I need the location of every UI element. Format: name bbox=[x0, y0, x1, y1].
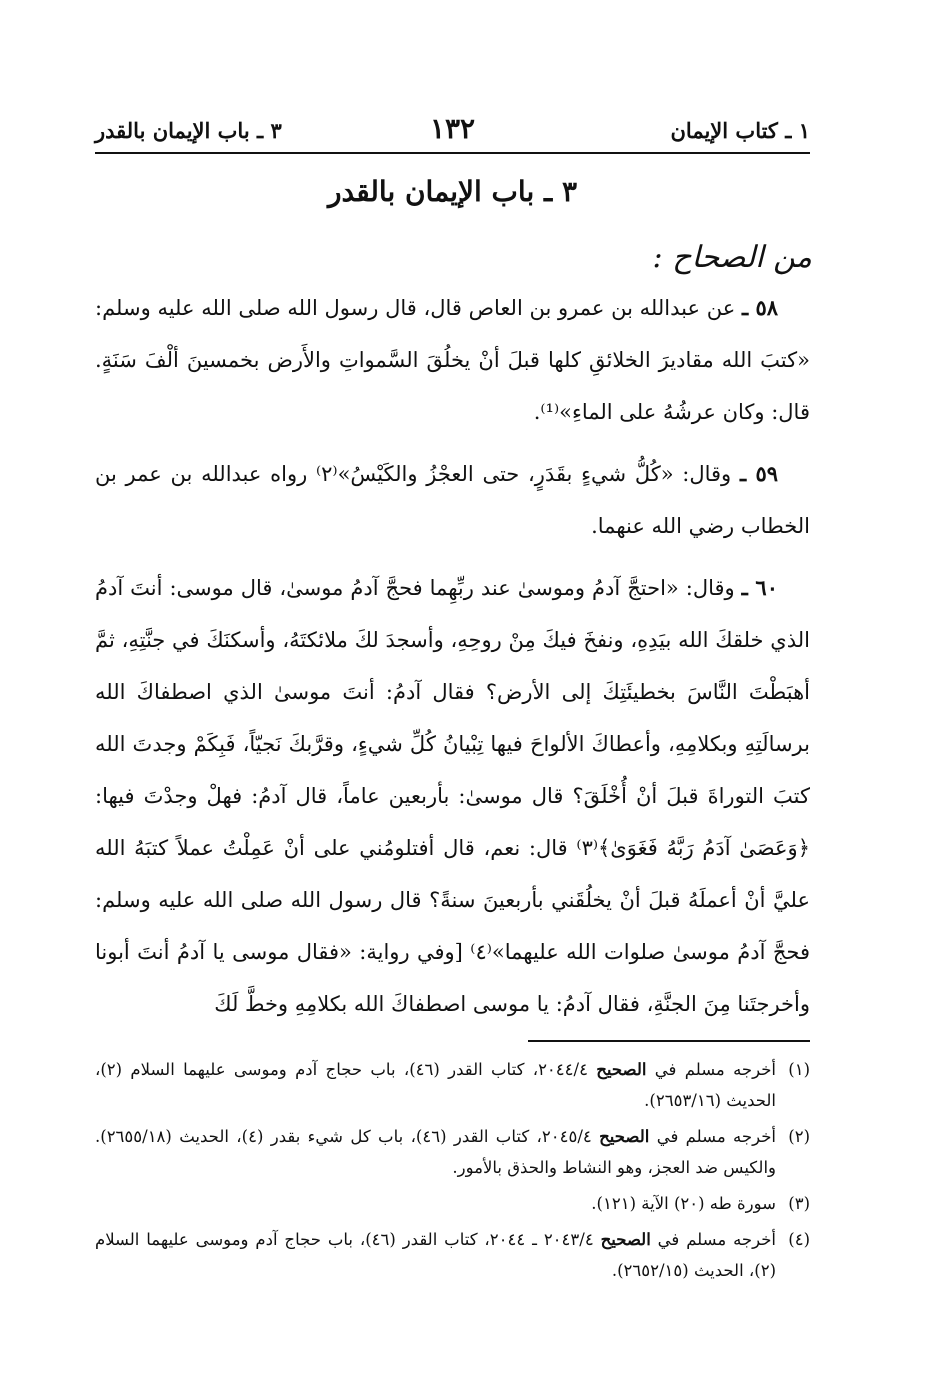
header-chapter-title: ٣ ـ باب الإيمان بالقدر bbox=[95, 118, 282, 143]
footnote bbox=[95, 1121, 810, 1183]
page-number: ١٣٢ bbox=[429, 112, 476, 145]
hadith-number: ٥٩ ـ bbox=[739, 461, 779, 486]
body-text bbox=[95, 282, 810, 1040]
header-rule bbox=[95, 152, 810, 154]
hadith-number: ٥٨ ـ bbox=[741, 295, 779, 320]
section-label: من الصحاح : bbox=[652, 240, 812, 275]
footnote-reference: ٢٠٤٤/٤، كتاب القدر (٤٦)، باب حجاج آدم وموسى عليهما السلام (٢)، الحديث (٢٦٥٣/١٦). bbox=[95, 1060, 776, 1110]
header-book-title: ١ ـ كتاب الإيمان bbox=[670, 118, 810, 143]
footnote bbox=[95, 1054, 810, 1116]
hadith-text: وقال: «كُلُّ شيءٍ بقَدَرٍ، حتى العجْزُ والكَيْسُ»⁽٢⁾ رواه عبدالله بن عمر بن الخطاب رضي الله عنهما. bbox=[95, 462, 810, 538]
footnote bbox=[95, 1224, 810, 1286]
footnote-text: أخرجه مسلم في bbox=[656, 1127, 776, 1146]
footnote-number: (٢) bbox=[788, 1127, 810, 1146]
footnote-rule bbox=[528, 1040, 810, 1042]
footnote-source: الصحيح bbox=[599, 1127, 650, 1146]
footnote-number: (٤) bbox=[788, 1230, 810, 1249]
footnote-reference: ٢٠٤٣/٤ ـ ٢٠٤٤، كتاب القدر (٤٦)، باب حجاج آدم وموسى عليهما السلام (٢)، الحديث (٢٦٥٢/١٥). bbox=[95, 1230, 776, 1280]
footnote-reference: ٢٠٤٥/٤، كتاب القدر (٤٦)، باب كل شيء بقدر (٤)، الحديث (٢٦٥٥/١٨). والكيس ضد العجز، وهو النشاط والحذق بالأمور. bbox=[95, 1127, 776, 1177]
footnote-source: الصحيح bbox=[596, 1060, 647, 1079]
footnote-text: أخرجه مسلم في bbox=[654, 1060, 777, 1079]
hadith-paragraph bbox=[95, 448, 810, 552]
hadith-text: وقال: «احتجَّ آدمُ وموسىٰ عند ربِّهِما فحجَّ آدمُ موسىٰ، قال موسى: أنتَ آدمُ الذي خلقكَ الله بيَدِهِ، ونفخَ فيكَ مِنْ روحِهِ، وأسجدَ لكَ ملائكتَهُ، وأسكنَكَ في جنَّتِهِ، ثمَّ أهبَطْتَ النَّاسَ بخطيئَتِكَ إلى الأرض؟ فقال آدمُ: أنتَ موسىٰ الذي اصطفاكَ الله برسالَتِهِ وبكلامِهِ، وأعطاكَ الألواحَ فيها تِبْيانُ كُلِّ شيءٍ، وقرَّبكَ نَجيّاً، فَبِكَمْ وجدتَ الله كتبَ التوراةَ قبلَ أنْ أُخْلَقَ؟ قال موسىٰ: بأربعين عاماً، قال آدمُ: فهلْ وجدْتَ فيها: ﴿وَعَصَىٰ آدَمُ رَبَّهُ فَغَوَىٰ﴾⁽٣⁾ قال: نعم، قال أفتلومُني على أنْ عَمِلْتُ عملاً كتبَهُ الله عليَّ أنْ أعملَهُ قبلَ أنْ يخلُقَني بأربعينَ سنةً؟ قال رسول الله صلى الله عليه وسلم: فحجَّ آدمُ موسىٰ صلوات الله عليهما»⁽٤⁾ [وفي رواية: «فقال موسى يا آدمُ أنتَ أبونا وأخرجتَنا مِنَ الجنَّةِ، فقال آدمُ: يا موسى اصطفاكَ الله بكلامِهِ وخطَّ لَكَ bbox=[95, 576, 810, 1016]
chapter-title: ٣ ـ باب الإيمان بالقدر bbox=[328, 175, 577, 208]
footnotes bbox=[95, 1054, 810, 1291]
hadith-number: ٦٠ ـ bbox=[741, 575, 778, 600]
footnote-text: أخرجه مسلم في bbox=[657, 1230, 777, 1249]
hadith-paragraph bbox=[95, 562, 810, 1030]
hadith-text: عن عبدالله بن عمرو بن العاص قال، قال رسول الله صلى الله عليه وسلم: «كتبَ الله مقاديرَ الخلائقِ كلها قبلَ أنْ يخلُقَ السَّمواتِ والأَرض بخمسينَ ألْفَ سَنَةٍ. قال: وكان عرشُهُ على الماءِ»⁽¹⁾. bbox=[95, 296, 810, 424]
running-header bbox=[95, 112, 810, 152]
hadith-paragraph bbox=[95, 282, 810, 438]
footnote bbox=[95, 1188, 810, 1219]
footnote-source: الصحيح bbox=[600, 1230, 651, 1249]
footnote-text: سورة طه (٢٠) الآية (١٢١). bbox=[591, 1194, 776, 1213]
footnote-number: (١) bbox=[788, 1060, 810, 1079]
footnote-number: (٣) bbox=[788, 1194, 810, 1213]
